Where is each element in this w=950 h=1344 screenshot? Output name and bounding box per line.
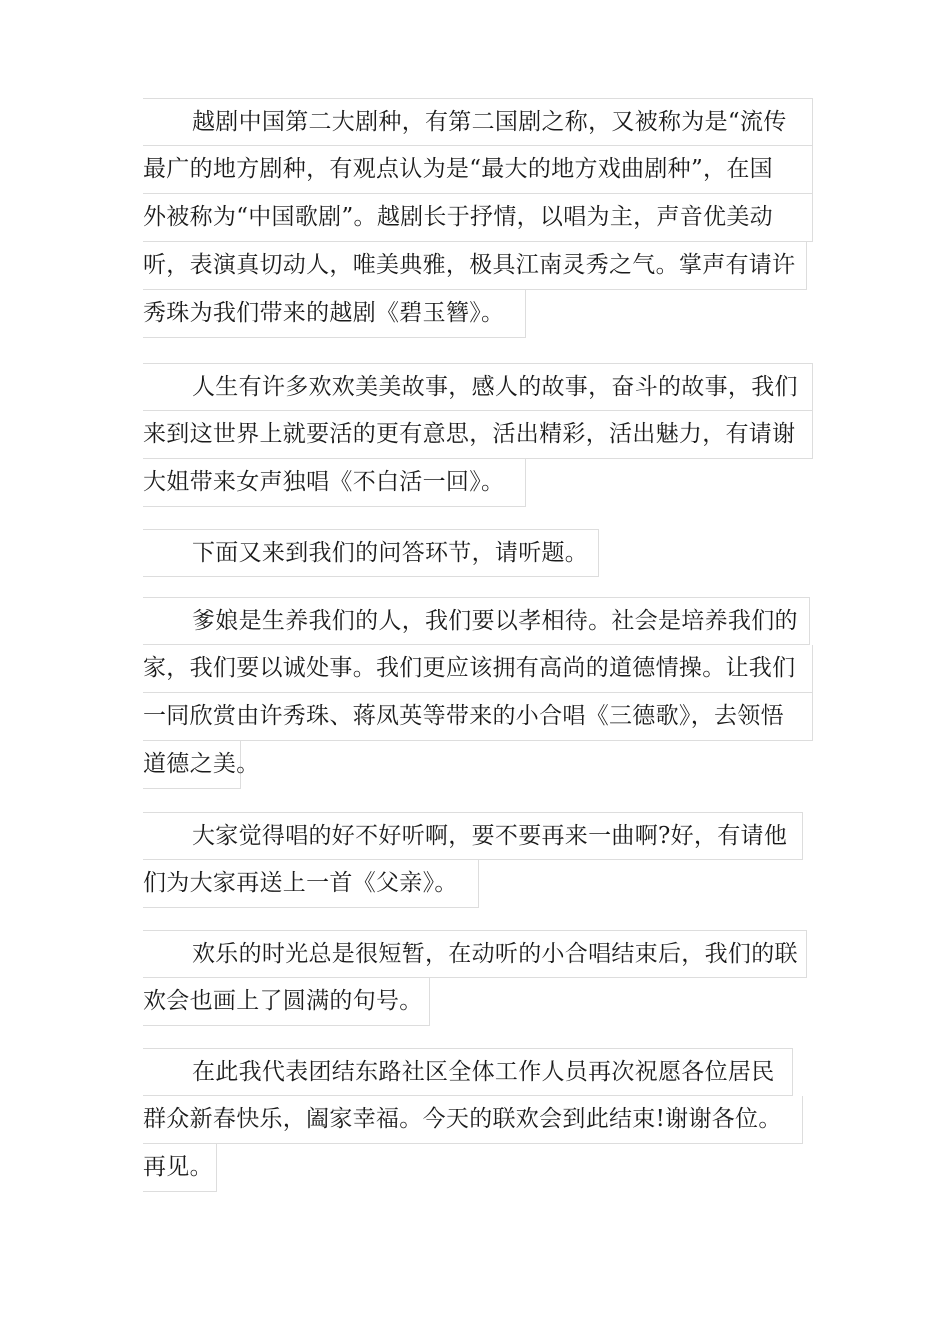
paragraph-2-line-2: 来到这世界上就要活的更有意思，活出精彩，活出魅力，有请谢 (143, 411, 813, 459)
paragraph-4-line-4: 道德之美。 (143, 741, 241, 789)
paragraph-4-line-1: 爹娘是生养我们的人，我们要以孝相待。社会是培养我们的 (143, 597, 810, 645)
paragraph-7-line-1: 在此我代表团结东路社区全体工作人员再次祝愿各位居民 (143, 1048, 793, 1096)
paragraph-4-line-3: 一同欣赏由许秀珠、蒋凤英等带来的小合唱《三德歌》，去领悟 (143, 693, 813, 741)
paragraph-6-line-1: 欢乐的时光总是很短暂，在动听的小合唱结束后，我们的联 (143, 930, 807, 978)
paragraph-1-line-1: 越剧中国第二大剧种，有第二国剧之称，又被称为是“流传 (143, 98, 813, 146)
paragraph-1-line-5: 秀珠为我们带来的越剧《碧玉簪》。 (143, 290, 526, 338)
paragraph-1-line-4: 听，表演真切动人，唯美典雅，极具江南灵秀之气。掌声有请许 (143, 242, 807, 290)
paragraph-4-line-2: 家，我们要以诚处事。我们更应该拥有高尚的道德情操。让我们 (143, 645, 813, 693)
paragraph-1-line-2: 最广的地方剧种，有观点认为是“最大的地方戏曲剧种”，在国 (143, 146, 813, 194)
paragraph-5-line-2: 们为大家再送上一首《父亲》。 (143, 860, 479, 908)
paragraph-6-line-2: 欢会也画上了圆满的句号。 (143, 978, 430, 1026)
paragraph-7-line-2: 群众新春快乐，阖家幸福。今天的联欢会到此结束!谢谢各位。 (143, 1096, 803, 1144)
paragraph-2-line-3: 大姐带来女声独唱《不白活一回》。 (143, 459, 526, 507)
paragraph-1-line-3: 外被称为“中国歌剧”。越剧长于抒情，以唱为主，声音优美动 (143, 194, 813, 242)
paragraph-7-line-3: 再见。 (143, 1144, 217, 1192)
paragraph-2-line-1: 人生有许多欢欢美美故事，感人的故事，奋斗的故事，我们 (143, 363, 813, 411)
paragraph-3-line-1: 下面又来到我们的问答环节，请听题。 (143, 529, 599, 577)
paragraph-5-line-1: 大家觉得唱的好不好听啊，要不要再来一曲啊?好，有请他 (143, 812, 803, 860)
